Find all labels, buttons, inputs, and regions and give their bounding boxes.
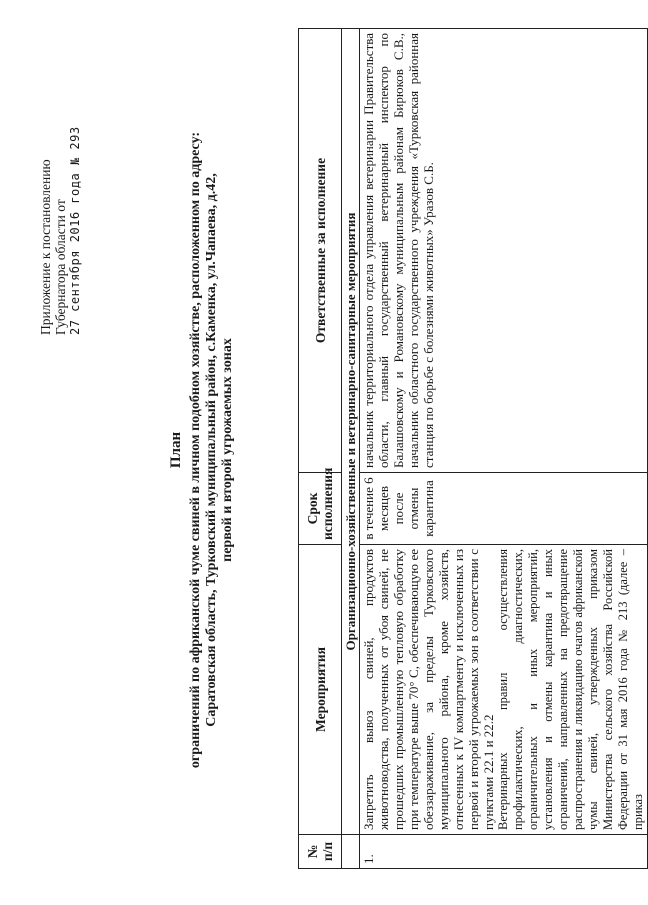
- measure-text-part2: Ветеринарных правил осуществления профилактических, диагностических, ограничительных и иных мероприятий, установления и отмены карантина и иных ограничений, направленных на предотвращение распространения и ликвидацию очагов африканской чумы свиней, утвержденных приказом Министерства сельского хозяйства Российской Федерации от 31 мая 2016 года № 213 (далее – приказ: [496, 549, 645, 830]
- title-plan: План: [168, 431, 184, 469]
- appendix-header: [38, 35, 83, 335]
- section-row: [342, 29, 360, 869]
- document-title: [168, 35, 236, 865]
- term-cell: в течение 6 месяцев после отмены карантина: [360, 473, 648, 545]
- measures-table: [298, 28, 648, 869]
- measure-text-part1: Запретить вывоз свиней, продуктов животноводства, полученных от убоя свиней, не прошедших промышленную тепловую обработку при температуре выше 70° С, обеспечивающую ее обеззараживание, за пределы Турковского муниципального района, кроме хозяйств, отнесенных к IV компартменту и исключенных из первой и второй угрожаемых зон в соответствии с пунктами 22.1 и 22.2: [361, 549, 496, 830]
- table-row: [360, 29, 648, 869]
- appendix-line-1: Приложение к постановлению: [38, 159, 53, 335]
- measure-cell: [360, 545, 648, 835]
- header-responsible: Ответственные за исполнение: [299, 29, 342, 473]
- header-term: Срок исполнения: [299, 473, 342, 545]
- title-line-2: Саратовская область, Турковский муниципальный район, с.Каменка, ул.Чапаева, д.42,: [204, 173, 219, 727]
- header-num: № п/п: [299, 835, 342, 869]
- title-line-1: ограничений по африканской чуме свиней в личном подобном хозяйстве, расположенном по адресу:: [188, 131, 203, 769]
- table-header-row: [299, 29, 342, 869]
- appendix-date-line: 27 сентября 2016 года № 293: [68, 126, 82, 335]
- title-line-3: первой и второй угрожаемых зонах: [220, 338, 235, 562]
- appendix-line-2: Губернатора области от: [53, 199, 68, 335]
- header-measures: Мероприятия: [299, 545, 342, 835]
- row-number: 1.: [360, 835, 648, 869]
- responsible-cell: начальник территориального отдела управления ветеринарии Правительства области, главный государственный ветеринарный инспектор по Балашовскому и Романовскому муниципальным районам Бирюков С.В., начальник областного государственного учреждения «Турковская районная станция по борьбе с болезнями животных» Уразов С.Б.: [360, 29, 648, 473]
- section-title: Организационно-хозяйственные и ветеринарно-санитарные мероприятия: [342, 29, 360, 835]
